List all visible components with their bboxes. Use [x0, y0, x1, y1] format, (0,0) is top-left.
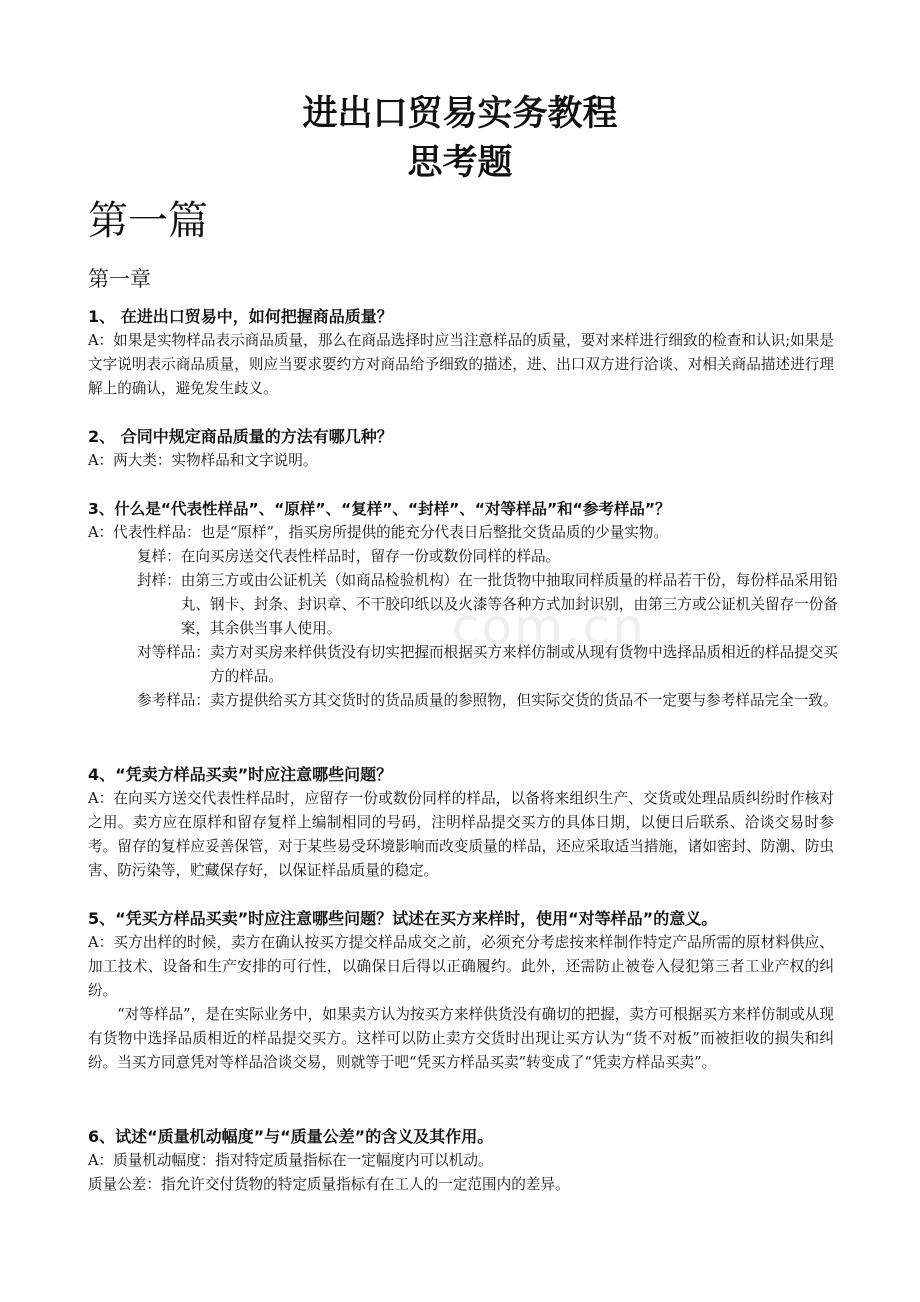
question-1: 1、 在进出口贸易中，如何把握商品质量？ [88, 307, 393, 326]
question-2: 2、 合同中规定商品质量的方法有哪几种？ [88, 427, 393, 446]
qa-item-2 [88, 425, 834, 473]
part-heading: 第一篇 [88, 198, 208, 244]
question-5: 5、“凭买方样品买卖”时应注意哪些问题？试述在买方来样时，使用“对等样品”的意义。 [88, 909, 718, 928]
definition-label: A：代表性样品： [88, 524, 201, 541]
definition-duplicate-sample [88, 545, 838, 569]
definition-reference-sample [88, 689, 838, 713]
qa-item-4 [88, 763, 834, 883]
definition-text: 也是“原样”，指买房所提供的能充分代表日后整批交货品质的少量实物。 [200, 524, 669, 541]
definition-sealed-sample [88, 569, 838, 641]
definition-text: 在向买房送交代表性样品时，留存一份或数份同样的样品。 [180, 548, 561, 565]
qa-item-3 [88, 497, 838, 713]
chapter-heading: 第一章 [88, 267, 151, 291]
answer-5-paragraph-2: “对等样品”，是在实际业务中，如果卖方认为按买方来样供货没有确切的把握，卖方可根据买方来样仿制或从现有货物中选择品质相近的样品提交买方。这样可以防止卖方交货时出现让买方认为“货不对板”而被拒收的损失和纠纷。当买方同意凭对等样品洽谈交易，则就等于吧“凭买方样品买卖”转变成了“凭卖方样品买卖”。 [88, 1006, 834, 1071]
question-6: 6、试述“质量机动幅度”与“质量公差”的含义及其作用。 [88, 1127, 494, 1146]
qa-item-1 [88, 305, 834, 401]
question-3: 3、什么是“代表性样品”、“原样”、“复样”、“封样”、“对等样品”和“参考样品”？ [88, 500, 671, 518]
watermark: com.cn [452, 598, 646, 656]
answer-6: A：质量机动幅度：指对特定质量指标在一定幅度内可以机动。 [88, 1152, 493, 1169]
definition-label: 对等样品： [137, 644, 210, 661]
definition-label: 复样： [137, 548, 181, 565]
document-title: 进出口贸易实务教程 [302, 94, 618, 134]
definition-text: 由第三方或由公证机关（如商品检验机构）在一批货物中抽取同样质量的样品若干份，每份样品采用铅丸、钢卡、封条、封识章、不干胶印纸以及火漆等各种方式加封识别，由第三方或公证机关留存一份备案，其余供当事人使用。 [180, 572, 838, 637]
answer-4: A：在向买方送交代表性样品时，应留存一份或数份同样的样品，以备将来组织生产、交货或处理品质纠纷时作核对之用。卖方应在原样和留存复样上编制相同的号码，注明样品提交买方的具体日期，以便日后联系、洽谈交易时参考。留存的复样应妥善保管，对于某些易受环境影响而改变质量的样品，还应采取适当措施，诸如密封、防潮、防虫害、防污染等，贮藏保存好，以保证样品质量的稳定。 [88, 790, 834, 879]
question-4: 4、“凭卖方样品买卖”时应注意哪些问题？ [88, 765, 393, 784]
answer-1: A：如果是实物样品表示商品质量，那么在商品选择时应当注意样品的质量，要对来样进行细致的检查和认识;如果是文字说明表示商品质量，则应当要求要约方对商品给予细致的描述，进、出口双方进行洽谈、对相关商品描述进行理解上的确认，避免发生歧义。 [88, 332, 834, 397]
answer-2: A：两大类：实物样品和文字说明。 [88, 452, 318, 469]
document-subtitle: 思考题 [407, 143, 513, 183]
definition-text: 卖方对买房来样供货没有切实把握而根据买方来样仿制或从现有货物中选择品质相近的样品提交买方的样品。 [209, 644, 838, 685]
qa-item-6 [88, 1125, 834, 1197]
answer-6-paragraph-2: 质量公差：指允许交付货物的特定质量指标有在工人的一定范围内的差异。 [88, 1176, 570, 1193]
qa-item-5 [88, 907, 834, 1075]
definition-text: 卖方提供给买方其交货时的货品质量的参照物，但实际交货的货品不一定要与参考样品完全一致。 [209, 692, 838, 709]
definition-label: 参考样品： [137, 692, 210, 709]
definition-representative-sample [88, 521, 838, 545]
answer-5: A：买方出样的时候，卖方在确认按买方提交样品成交之前，必须充分考虑按来样制作特定产品所需的原材料供应、加工技术、设备和生产安排的可行性，以确保日后得以正确履约。此外，还需防止被卷入侵犯第三者工业产权的纠纷。 [88, 934, 834, 999]
definition-label: 封样： [137, 572, 181, 589]
definition-counter-sample [88, 641, 838, 689]
